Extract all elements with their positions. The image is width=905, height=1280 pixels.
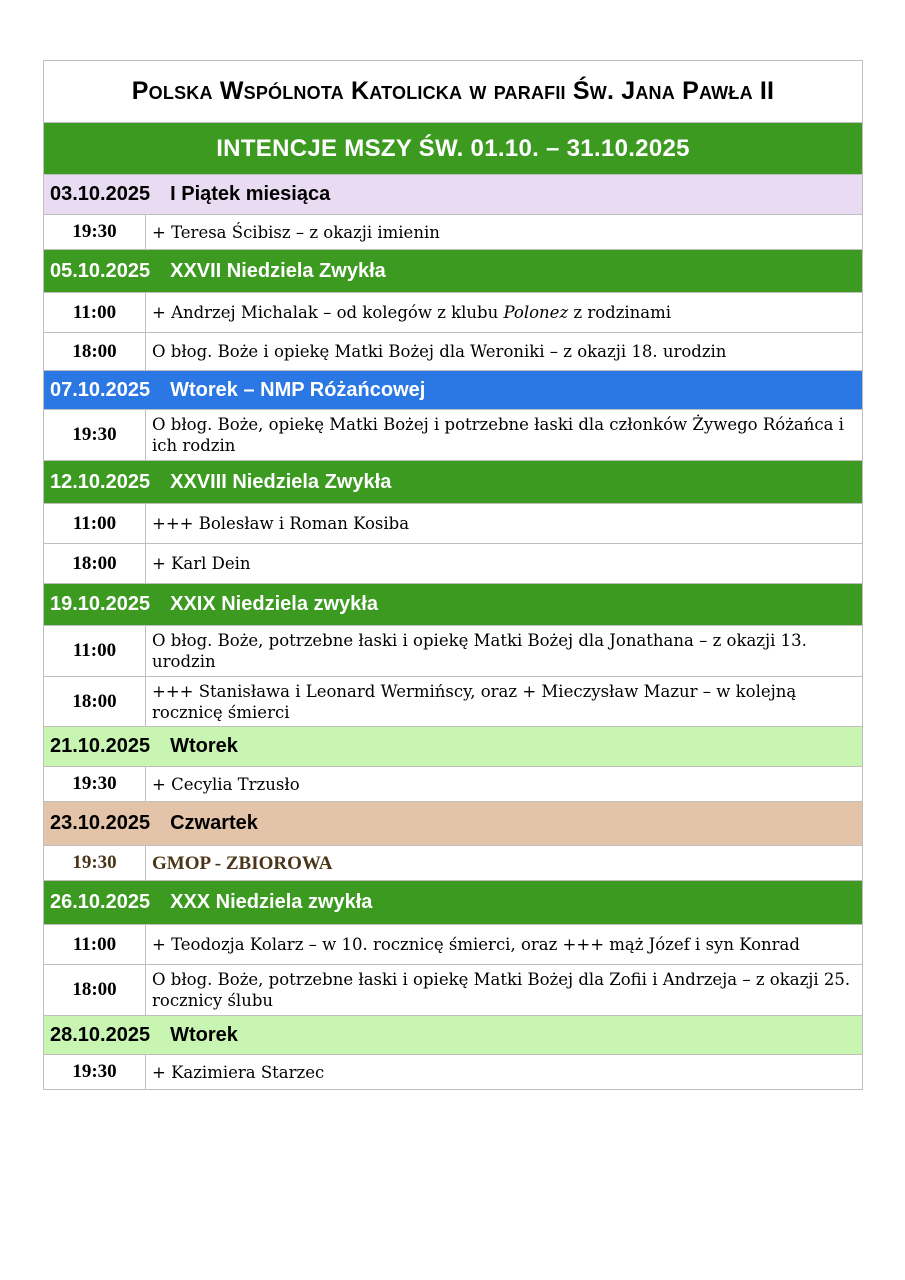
mass-row xyxy=(44,333,863,371)
mass-row xyxy=(44,215,863,250)
day-row xyxy=(44,461,863,504)
day-name: Wtorek xyxy=(170,1023,238,1046)
intentions-header: INTENCJE MSZY ŚW. 01.10. – 31.10.2025 xyxy=(44,123,863,175)
day-date: 23.10.2025 xyxy=(50,812,151,834)
day-row xyxy=(44,584,863,626)
day-date: 21.10.2025 xyxy=(50,735,151,757)
day-date: 26.10.2025 xyxy=(50,891,151,913)
mass-intention: + Kazimiera Starzec xyxy=(146,1055,863,1090)
day-date: 05.10.2025 xyxy=(50,259,151,282)
mass-intention: + Cecylia Trzusło xyxy=(146,767,863,802)
mass-row xyxy=(44,626,863,677)
day-name: XXVIII Niedziela Zwykła xyxy=(170,470,392,493)
mass-intentions-page xyxy=(43,60,862,1090)
club-name: Polonez xyxy=(503,303,569,322)
day-name: XXX Niedziela zwykła xyxy=(170,891,373,913)
day-name: Wtorek xyxy=(170,735,238,757)
mass-row xyxy=(44,1055,863,1090)
intention-text: z rodzinami xyxy=(568,303,672,322)
day-date: 12.10.2025 xyxy=(50,470,151,493)
mass-row xyxy=(44,293,863,333)
header-row xyxy=(44,123,863,175)
day-header xyxy=(44,371,863,410)
mass-time: 19:30 xyxy=(44,767,146,802)
mass-time: 19:30 xyxy=(44,846,146,881)
mass-time: 11:00 xyxy=(44,293,146,333)
day-row xyxy=(44,802,863,846)
mass-time: 11:00 xyxy=(44,626,146,677)
day-row xyxy=(44,175,863,215)
mass-intention: +++ Stanisława i Leonard Wermińscy, oraz + Mieczysław Mazur – w kolejną rocznicę śmierci xyxy=(146,677,863,727)
mass-time: 18:00 xyxy=(44,677,146,727)
mass-row xyxy=(44,925,863,965)
mass-intention: + Teodozja Kolarz – w 10. rocznicę śmierci, oraz +++ mąż Józef i syn Konrad xyxy=(146,925,863,965)
day-name: I Piątek miesiąca xyxy=(170,183,331,205)
mass-time: 11:00 xyxy=(44,504,146,544)
day-name: Czwartek xyxy=(170,812,258,834)
mass-time: 19:30 xyxy=(44,410,146,461)
day-header xyxy=(44,250,863,293)
mass-intention: GMOP - ZBIOROWA xyxy=(146,846,863,881)
mass-time: 18:00 xyxy=(44,965,146,1016)
mass-time: 19:30 xyxy=(44,1055,146,1090)
mass-row xyxy=(44,846,863,881)
mass-row xyxy=(44,767,863,802)
day-date: 07.10.2025 xyxy=(50,378,151,401)
mass-row xyxy=(44,544,863,584)
parish-title: Polska Wspólnota Katolicka w parafii Św. Jana Pawła II xyxy=(44,61,863,123)
mass-intention: +++ Bolesław i Roman Kosiba xyxy=(146,504,863,544)
day-date: 28.10.2025 xyxy=(50,1023,151,1046)
day-date: 03.10.2025 xyxy=(50,183,151,205)
day-row xyxy=(44,881,863,925)
day-header xyxy=(44,584,863,626)
mass-intention xyxy=(146,293,863,333)
day-row xyxy=(44,371,863,410)
mass-row xyxy=(44,677,863,727)
mass-row xyxy=(44,410,863,461)
mass-row xyxy=(44,965,863,1016)
day-name: Wtorek – NMP Różańcowej xyxy=(170,378,426,401)
mass-intention: O błog. Boże i opiekę Matki Bożej dla Weroniki – z okazji 18. urodzin xyxy=(146,333,863,371)
mass-intention: O błog. Boże, opiekę Matki Bożej i potrzebne łaski dla członków Żywego Różańca i ich rodzin xyxy=(146,410,863,461)
day-header xyxy=(44,1016,863,1055)
mass-intention: O błog. Boże, potrzebne łaski i opiekę Matki Bożej dla Zofii i Andrzeja – z okazji 25. rocznicy ślubu xyxy=(146,965,863,1016)
day-header xyxy=(44,727,863,767)
title-row xyxy=(44,61,863,123)
mass-time: 19:30 xyxy=(44,215,146,250)
day-header xyxy=(44,881,863,925)
mass-time: 11:00 xyxy=(44,925,146,965)
mass-time: 18:00 xyxy=(44,544,146,584)
day-header xyxy=(44,461,863,504)
day-date: 19.10.2025 xyxy=(50,593,151,615)
mass-intention: + Teresa Ścibisz – z okazji imienin xyxy=(146,215,863,250)
mass-row xyxy=(44,504,863,544)
mass-intentions-table xyxy=(43,60,863,1090)
day-name: XXIX Niedziela zwykła xyxy=(170,593,378,615)
mass-intention: O błog. Boże, potrzebne łaski i opiekę Matki Bożej dla Jonathana – z okazji 13. urodzin xyxy=(146,626,863,677)
day-header xyxy=(44,175,863,215)
day-name: XXVII Niedziela Zwykła xyxy=(170,259,386,282)
day-row xyxy=(44,250,863,293)
mass-intention: + Karl Dein xyxy=(146,544,863,584)
intention-text: + Andrzej Michalak – od kolegów z klubu xyxy=(152,303,504,322)
day-row xyxy=(44,727,863,767)
day-row xyxy=(44,1016,863,1055)
day-header xyxy=(44,802,863,846)
mass-time: 18:00 xyxy=(44,333,146,371)
